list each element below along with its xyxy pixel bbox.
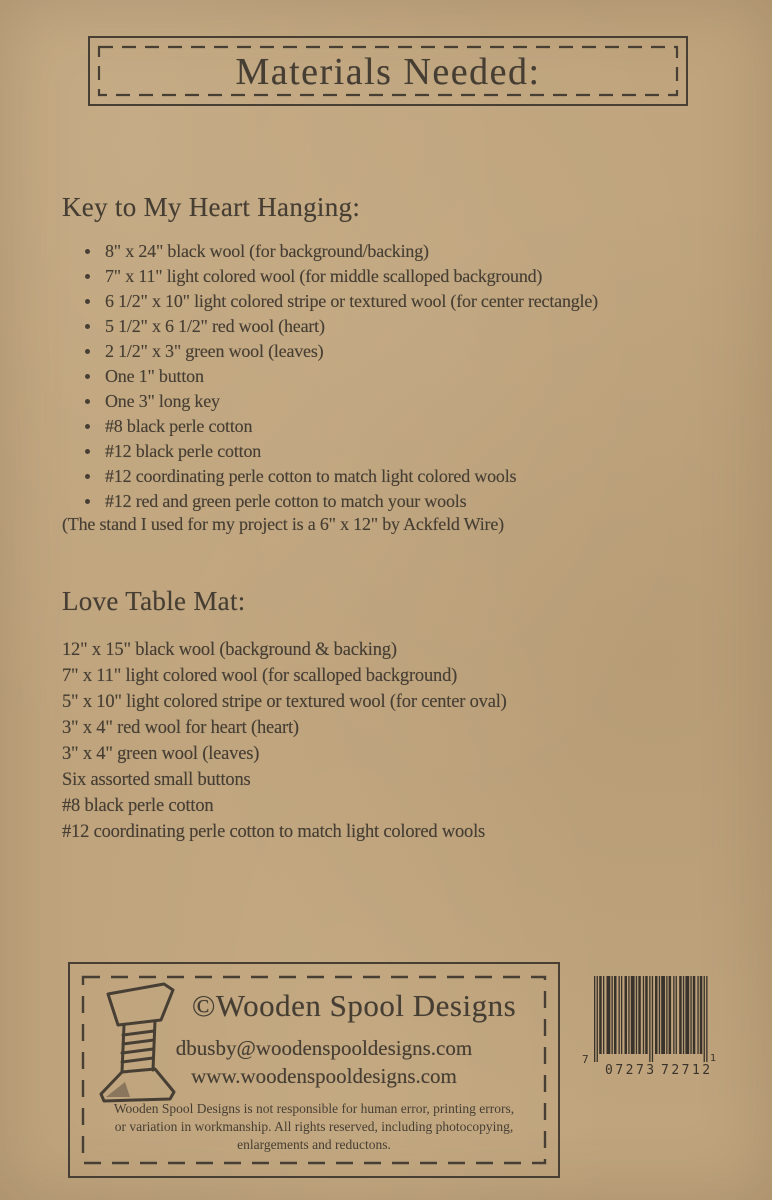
barcode-group-left: 07273 — [605, 1063, 657, 1078]
bullet-icon — [85, 399, 90, 404]
disclaimer-text — [84, 1100, 544, 1154]
section-heading-key-to-my-heart: Key to My Heart Hanging: — [62, 192, 361, 222]
barcode-digit-right: 1 — [709, 1053, 716, 1064]
list-item-text: #12 black perle cotton — [105, 441, 262, 461]
bullet-icon — [85, 474, 90, 479]
bullet-icon — [85, 374, 90, 379]
barcode-digit-left: 7 — [582, 1053, 589, 1066]
brand-name: ©Wooden Spool Designs — [191, 988, 517, 1023]
list-item — [84, 264, 724, 289]
bullet-icon — [85, 249, 90, 254]
bullet-icon — [85, 274, 90, 279]
disclaimer-line: enlargements and reductons. — [237, 1137, 391, 1152]
bullet-icon — [85, 324, 90, 329]
list-item-text: 7" x 11" light colored wool (for middle scalloped background) — [105, 266, 543, 286]
list-item — [84, 439, 724, 464]
list-item — [84, 314, 724, 339]
bullet-icon — [85, 349, 90, 354]
materials-list-table-mat — [62, 637, 722, 845]
materials-needed-header-box — [88, 36, 688, 106]
list-item: #12 coordinating perle cotton to match light colored wools — [62, 822, 486, 842]
list-item — [84, 414, 724, 439]
bullet-icon — [85, 299, 90, 304]
page-title: Materials Needed: — [235, 51, 541, 93]
barcode-bars — [592, 976, 710, 1068]
stand-note: (The stand I used for my project is a 6" x 12" by Ackfeld Wire) — [62, 514, 504, 534]
list-item: 12" x 15" black wool (background & backing) — [62, 640, 397, 660]
disclaimer-line: Wooden Spool Designs is not responsible for human error, printing errors, — [113, 1101, 515, 1116]
list-item-text: 5 1/2" x 6 1/2" red wool (heart) — [105, 316, 325, 336]
disclaimer-line: or variation in workmanship. All rights reserved, including photocopying, — [114, 1119, 514, 1134]
list-item — [84, 339, 724, 364]
barcode-group-right: 72712 — [661, 1063, 713, 1078]
contact-email: dbusby@woodenspooldesigns.com — [175, 1036, 473, 1060]
list-item: #8 black perle cotton — [62, 796, 214, 816]
list-item-text: One 3" long key — [105, 391, 220, 411]
bullet-icon — [85, 449, 90, 454]
materials-list-hanging — [84, 239, 724, 514]
publisher-info-box — [68, 962, 560, 1178]
list-item — [84, 289, 724, 314]
list-item-text: One 1" button — [105, 366, 204, 386]
list-item — [84, 389, 724, 414]
list-item — [84, 464, 724, 489]
list-item-text: #12 red and green perle cotton to match your wools — [105, 491, 467, 511]
bullet-icon — [85, 424, 90, 429]
list-item: 3" x 4" green wool (leaves) — [62, 744, 260, 764]
list-item-text: #8 black perle cotton — [105, 416, 253, 436]
list-item: Six assorted small buttons — [62, 770, 251, 790]
list-item: 3" x 4" red wool for heart (heart) — [62, 718, 299, 738]
list-item: 7" x 11" light colored wool (for scalloped background) — [62, 666, 458, 686]
list-item: 5" x 10" light colored stripe or textured wool (for center oval) — [62, 692, 507, 712]
list-item-text: 2 1/2" x 3" green wool (leaves) — [105, 341, 324, 361]
barcode — [582, 976, 716, 1078]
list-item — [84, 239, 724, 264]
section-heading-love-table-mat: Love Table Mat: — [62, 586, 246, 616]
bullet-icon — [85, 499, 90, 504]
list-item-text: 6 1/2" x 10" light colored stripe or textured wool (for center rectangle) — [105, 291, 598, 311]
list-item-text: #12 coordinating perle cotton to match light colored wools — [105, 466, 517, 486]
list-item — [84, 364, 724, 389]
list-item-text: 8" x 24" black wool (for background/backing) — [105, 241, 429, 261]
list-item — [84, 489, 724, 514]
website-url: www.woodenspooldesigns.com — [191, 1064, 457, 1088]
